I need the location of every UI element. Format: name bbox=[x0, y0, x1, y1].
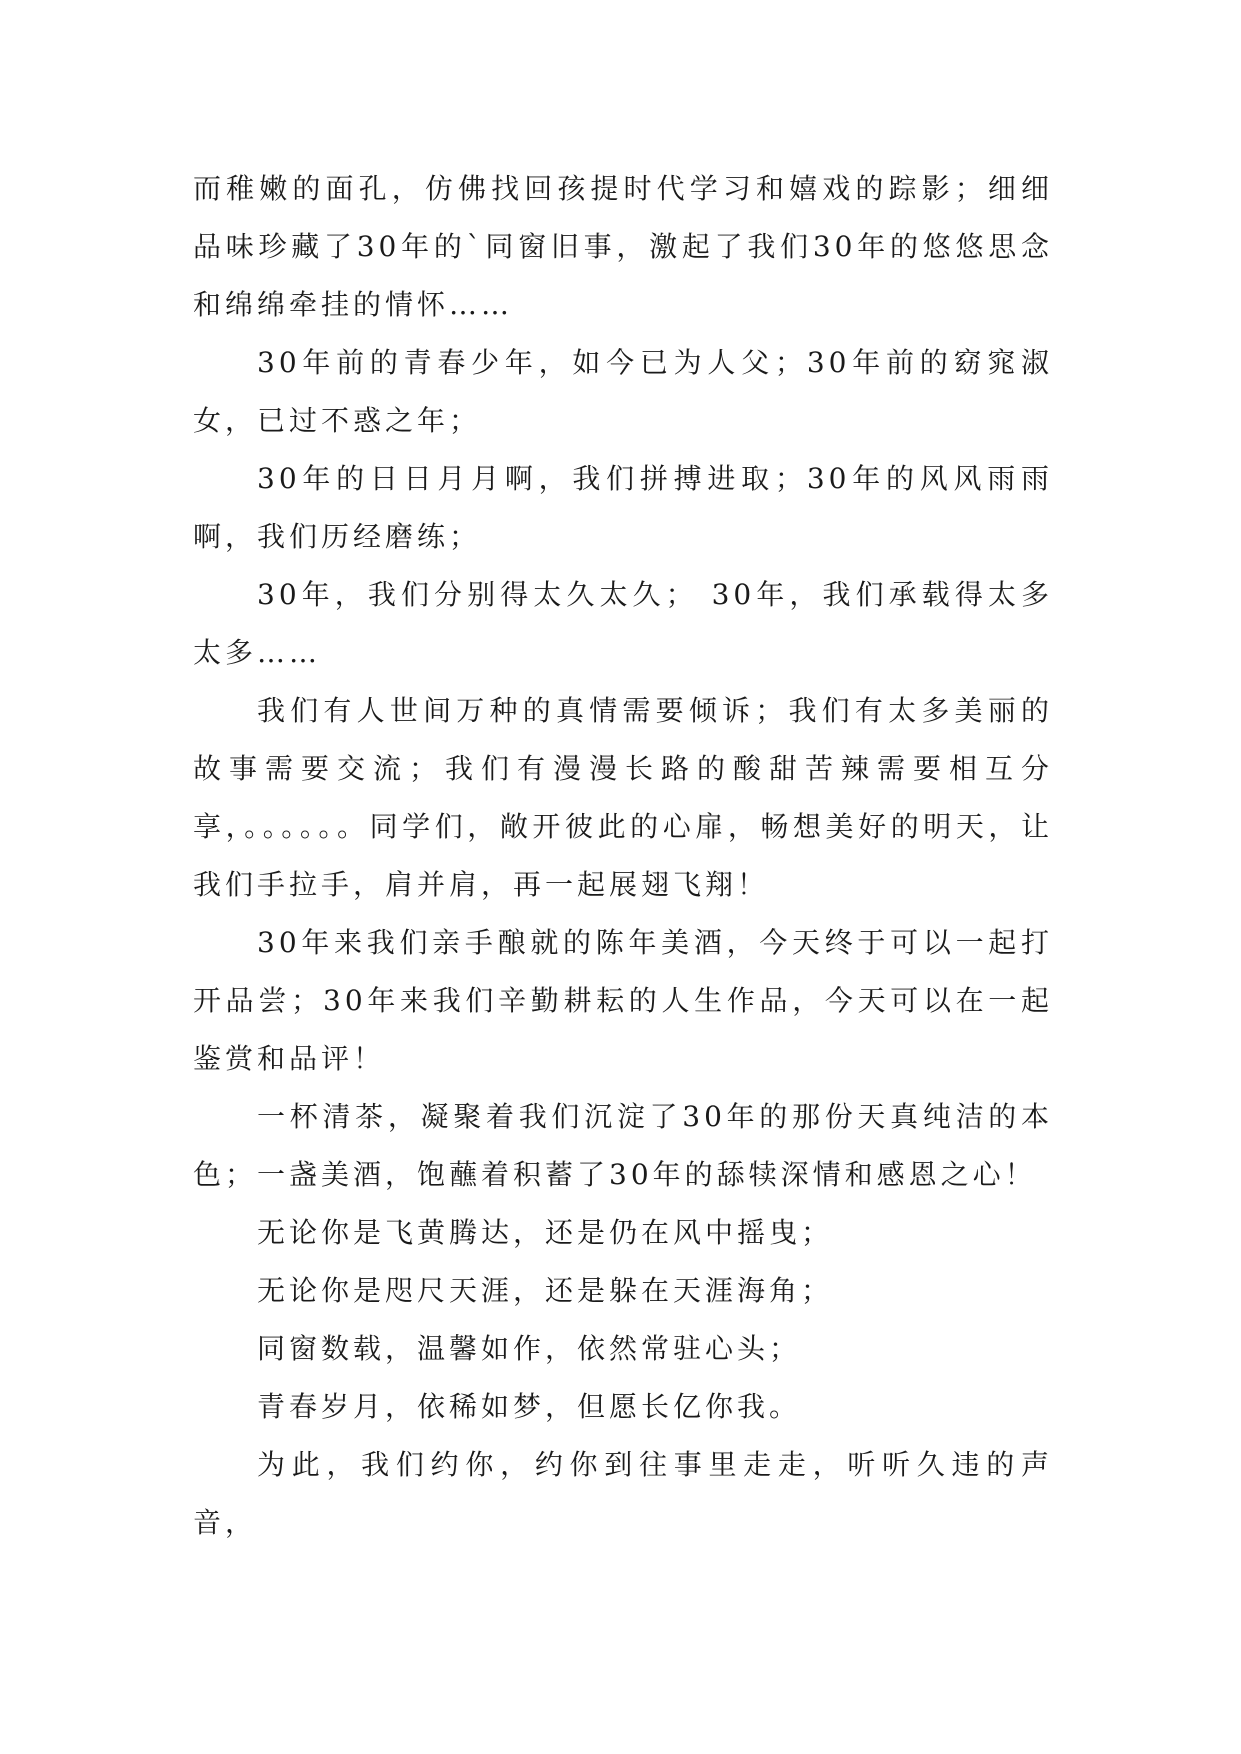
verse-line: 青春岁月，依稀如梦，但愿长亿你我。 bbox=[257, 1390, 802, 1423]
paragraph: 一杯清茶，凝聚着我们沉淀了30年的那份天真纯洁的本色；一盏美酒，饱蘸着积蓄了30年的舔犊深情和感恩之心！ bbox=[193, 1100, 1053, 1191]
verse-line: 无论你是飞黄腾达，还是仍在风中摇曳； bbox=[257, 1216, 834, 1249]
paragraph: 30年来我们亲手酿就的陈年美酒，今天终于可以一起打开品尝；30年来我们辛勤耕耘的人生作品，今天可以在一起鉴赏和品评！ bbox=[193, 926, 1053, 1075]
body-text bbox=[193, 160, 1053, 1552]
paragraph: 为此，我们约你，约你到往事里走走，听听久违的声音， bbox=[193, 1448, 1053, 1539]
verse-line: 同窗数载，温馨如作，依然常驻心头； bbox=[257, 1332, 802, 1365]
paragraph: 30年的日日月月啊，我们拼搏进取；30年的风风雨雨啊，我们历经磨练； bbox=[193, 462, 1053, 553]
paragraph: 我们有人世间万种的真情需要倾诉；我们有太多美丽的故事需要交流；我们有漫漫长路的酸甜苦辣需要相互分享，。。。。。。同学们，敞开彼此的心扉，畅想美好的明天，让我们手拉手，肩并肩，再一起展翅飞翔！ bbox=[193, 694, 1053, 901]
verse-line: 无论你是咫尺天涯，还是躲在天涯海角； bbox=[257, 1274, 834, 1307]
paragraph: 而稚嫩的面孔，仿佛找回孩提时代学习和嬉戏的踪影；细细品味珍藏了30年的`同窗旧事，激起了我们30年的悠悠思念和绵绵牵挂的情怀…… bbox=[193, 172, 1053, 321]
paragraph: 30年前的青春少年，如今已为人父；30年前的窈窕淑女，已过不惑之年； bbox=[193, 346, 1053, 437]
paragraph: 30年，我们分别得太久太久； 30年，我们承载得太多太多…… bbox=[193, 578, 1053, 669]
